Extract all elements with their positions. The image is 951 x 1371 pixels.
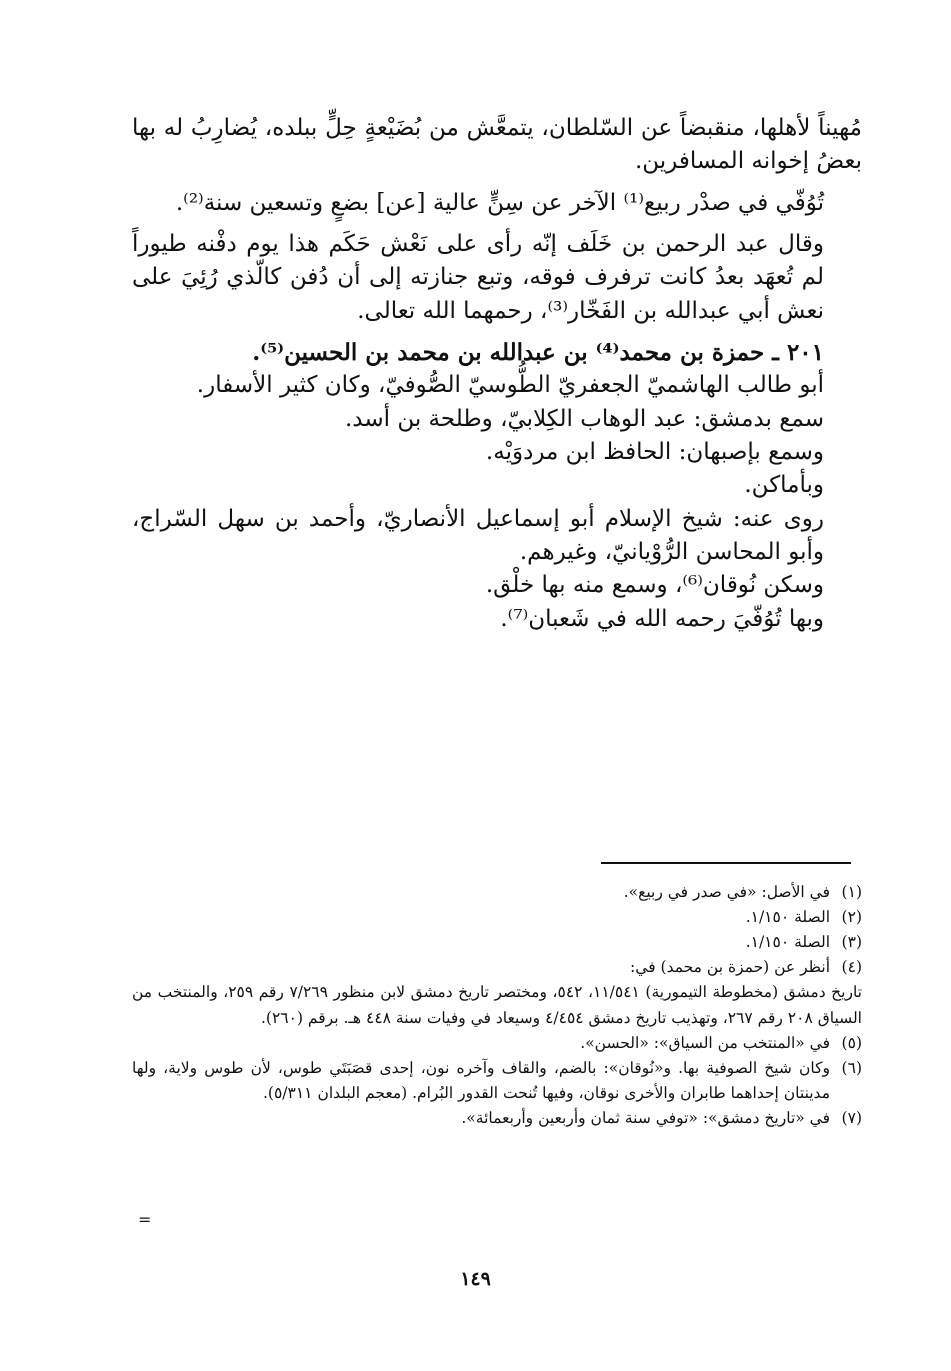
entry-line-3: وسمع بإصبهان: الحافظ ابن مردوَيْه. xyxy=(485,439,824,466)
footnote-text: وكان شيخ الصوفية بها. و«نُوقان»: بالضم، والقاف وآخره نون، إحدى قصَبَتَي طوس، لأن طوس ولاية، ولها مدينتان إحداهما طابران والأخرى نوقان، وفيها تُنحت القدور البُرام. (معجم البلدان ٥/٣١١). xyxy=(132,1058,830,1102)
footnotes xyxy=(132,880,862,1131)
footnote-4-continuation: تاريخ دمشق (مخطوطة التيمورية) ١١/٥٤١، ٥٤٢، ومختصر تاريخ دمشق لابن منظور ٧/٢٦٩ رقم ٢٥٩، والمنتخب من السياق ٢٠٨ رقم ٢٦٧، وتهذيب تاريخ دمشق ٤/٤٥٤ وسيعاد في وفيات سنة ٤٤٨ هـ. برقم (٢٦٠). xyxy=(132,983,862,1027)
entry-line-1: أبو طالب الهاشميّ الجعفريّ الطُّوسيّ الصُّوفيّ، وكان كثير الأسفار. xyxy=(196,372,824,399)
footnote-1 xyxy=(132,880,862,905)
paragraph-3: وقال عبد الرحمن بن خَلَف إنّه رأى على نَعْش حَكَم هذا يوم دفْنه طيوراً لم تُعهَد بعدُ كانت ترفرف فوقه، وتبع جنازته إلى أن دُفن كالّذي رُئِيَ على نعش أبي عبدالله بن الفَخّار⁽³⁾، رحمهما الله تعالى. xyxy=(132,231,825,324)
entry-heading: ٢٠١ ـ حمزة بن محمد⁽⁴⁾ بن عبدالله بن محمد بن الحسين⁽⁵⁾. xyxy=(252,339,824,367)
footnote-number: (٢) xyxy=(841,908,862,927)
entry-line-6: وسكن نُوقان⁽⁶⁾، وسمع منه بها خلْق. xyxy=(485,572,824,599)
entry-line-4: وبأماكن. xyxy=(744,472,824,499)
footnote-text: أنظر عن (حمزة بن محمد) في: xyxy=(630,958,830,977)
footnote-7 xyxy=(132,1106,862,1131)
page-number: ١٤٩ xyxy=(460,1268,491,1290)
footnote-3 xyxy=(132,930,862,955)
footnote-6 xyxy=(132,1056,862,1106)
footnote-text: الصلة ١/١٥٠. xyxy=(745,908,830,927)
footnote-number: (٥) xyxy=(841,1033,862,1052)
footnote-text: في الأصل: «في صدر في ربيع». xyxy=(623,883,830,901)
entry-line-7: وبها تُوُفّيَ رحمه الله في شَعبان⁽⁷⁾. xyxy=(500,605,824,632)
footnote-separator xyxy=(601,862,851,864)
footnote-4 xyxy=(132,955,862,980)
footnote-number: (٦) xyxy=(841,1058,862,1077)
footnote-5 xyxy=(132,1031,862,1056)
footnote-text: الصلة ١/١٥٠. xyxy=(745,933,830,952)
paragraph-1: مُهيناً لأهلها، منقبضاً عن السّلطان، يتمعَّش من بُضَيْعةٍ حِلٍّ ببلده، يُضارِبُ له بها بعضُ إخوانه المسافرين. xyxy=(132,115,862,175)
footnote-text: في «المنتخب من السياق»: «الحسن». xyxy=(580,1033,830,1052)
footnote-number: (١) xyxy=(841,883,862,901)
main-text xyxy=(132,112,862,636)
entry-line-5: روى عنه: شيخ الإسلام أبو إسماعيل الأنصاريّ، وأحمد بن سهل السّراج، وأبو المحاسن الرُّوْيانيّ، وغيرهم. xyxy=(132,505,824,566)
footnote-number: (٣) xyxy=(841,933,862,952)
continuation-mark: = xyxy=(138,1210,152,1229)
footnote-number: (٤) xyxy=(841,958,862,977)
footnote-2 xyxy=(132,905,862,930)
footnote-number: (٧) xyxy=(841,1108,862,1127)
entry-line-2: سمع بدمشق: عبد الوهاب الكِلابيّ، وطلحة بن أسد. xyxy=(344,405,824,432)
paragraph-2: تُوُفّي في صدْر ربيع⁽¹⁾ الآخر عن سِنٍّ عالية [عن] بضعٍ وتسعين سنة⁽²⁾. xyxy=(175,189,824,216)
footnote-text: في «تاريخ دمشق»: «توفي سنة ثمان وأربعين وأربعمائة». xyxy=(461,1108,830,1127)
